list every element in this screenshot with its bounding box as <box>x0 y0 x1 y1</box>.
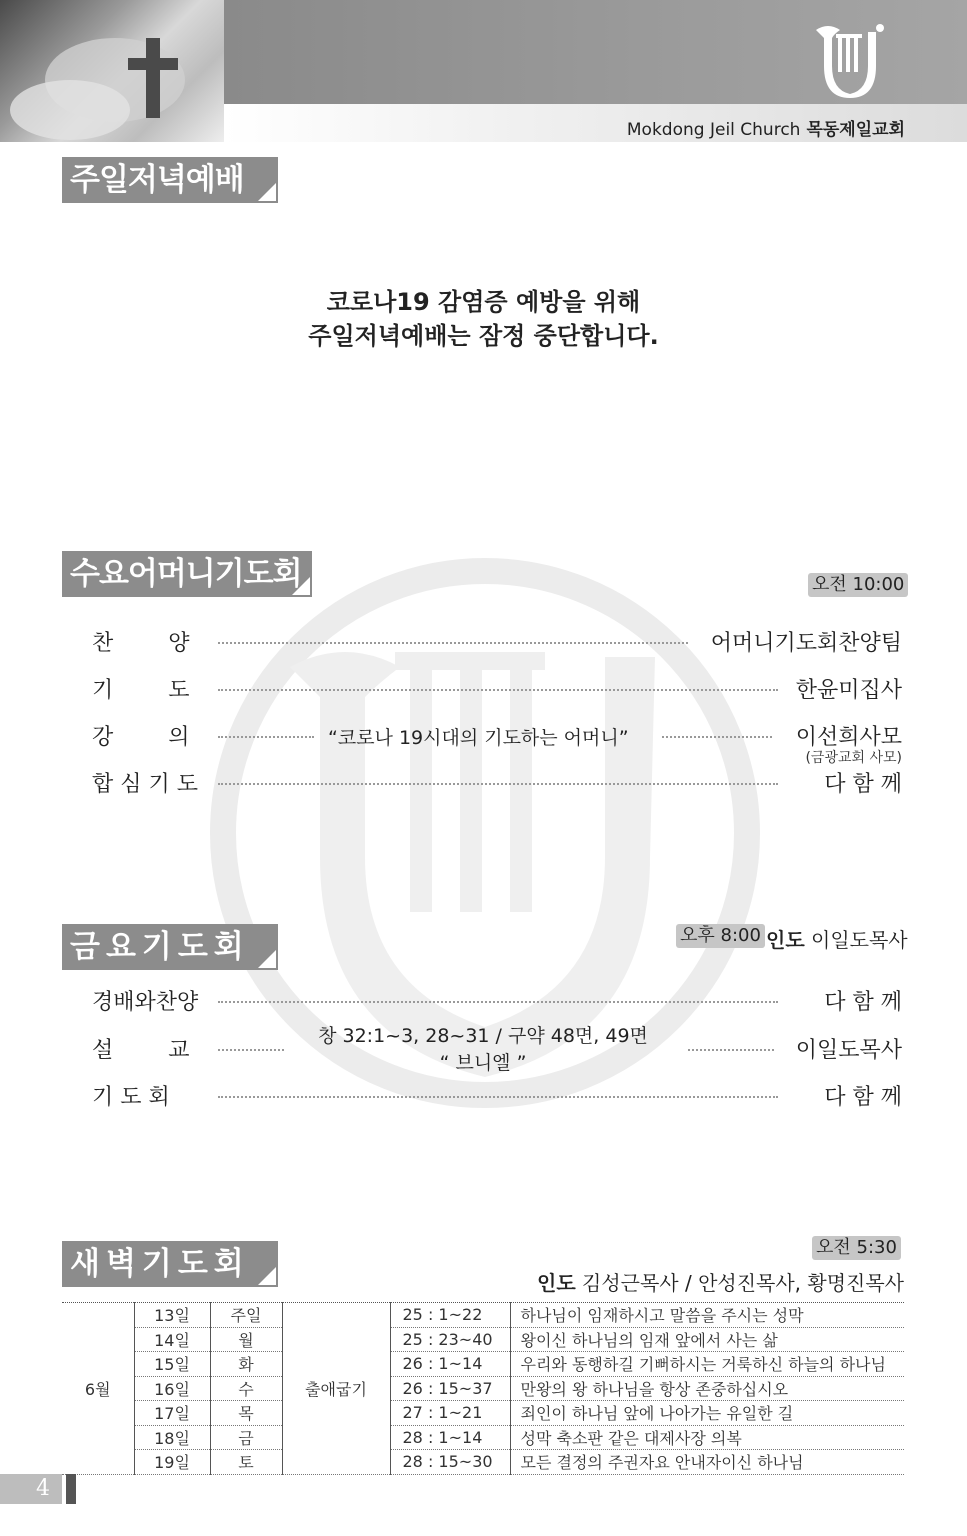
church-logo-icon <box>810 18 890 98</box>
friday-row-prayer-meeting <box>92 1080 902 1114</box>
schedule-row <box>62 1303 904 1328</box>
lecture-title: “코로나 19시대의 기도하는 어머니” <box>328 727 629 749</box>
section-title-text: 새벽기도회 <box>70 1246 250 1282</box>
friday-time-badge: 오후 8:00 <box>676 924 765 948</box>
schedule-row <box>62 1450 904 1475</box>
schedule-weekday: 토 <box>210 1450 282 1475</box>
dawn-leaders <box>537 1267 904 1296</box>
schedule-day: 18일 <box>134 1425 210 1450</box>
schedule-weekday: 목 <box>210 1401 282 1426</box>
row-person: 어머니기도회찬양팀 <box>710 631 902 656</box>
schedule-verse: 25 : 23~40 <box>390 1327 510 1352</box>
schedule-verse: 27 : 1~21 <box>390 1401 510 1426</box>
wednesday-row-lecture <box>92 720 902 754</box>
section-title-friday <box>62 924 278 970</box>
schedule-day: 15일 <box>134 1352 210 1377</box>
row-person: 한윤미집사 <box>795 678 902 703</box>
schedule-day: 16일 <box>134 1376 210 1401</box>
row-person: 이선희사모 <box>795 725 902 750</box>
schedule-day: 17일 <box>134 1401 210 1426</box>
row-label: 설 교 <box>92 1038 190 1063</box>
page-number: 4 <box>0 1474 62 1504</box>
section-title-sunday-evening <box>62 157 278 203</box>
section-title-text: 금요기도회 <box>70 929 250 965</box>
schedule-title: 만왕의 왕 하나님을 항상 존중하십시오 <box>510 1376 904 1401</box>
dawn-schedule-table <box>62 1302 904 1475</box>
schedule-verse: 28 : 15~30 <box>390 1450 510 1475</box>
church-name-ko: 목동제일교회 <box>806 120 905 140</box>
row-label: 강 의 <box>92 725 190 750</box>
page-number-bar <box>66 1474 76 1504</box>
corner-triangle-icon <box>256 948 278 970</box>
section-title-text: 수요어머니기도회 <box>70 556 302 592</box>
row-label: 찬 양 <box>92 631 190 656</box>
row-label: 경배와찬양 <box>92 990 199 1015</box>
schedule-day: 19일 <box>134 1450 210 1475</box>
wednesday-row-unison-prayer <box>92 767 902 801</box>
corner-triangle-icon <box>290 575 312 597</box>
row-label: 기 도 회 <box>92 1085 170 1110</box>
schedule-title: 죄인이 하나님 앞에 나아가는 유일한 길 <box>510 1401 904 1426</box>
schedule-verse: 26 : 1~14 <box>390 1352 510 1377</box>
schedule-day: 14일 <box>134 1327 210 1352</box>
wednesday-row-hymn <box>92 626 902 660</box>
friday-leader <box>766 924 908 953</box>
wednesday-row-prayer <box>92 673 902 707</box>
friday-row-worship <box>92 985 902 1019</box>
section-title-wednesday <box>62 551 312 597</box>
schedule-verse: 28 : 1~14 <box>390 1425 510 1450</box>
schedule-row <box>62 1425 904 1450</box>
row-person: 이일도목사 <box>795 1038 902 1063</box>
leader-names: 김성근목사 / 안성진목사, 황명진목사 <box>582 1271 904 1295</box>
row-label: 기 도 <box>92 678 190 703</box>
notice-line-2: 주일저녁예배는 잠정 중단합니다. <box>308 322 659 350</box>
schedule-title: 모든 결정의 주권자요 안내자이신 하나님 <box>510 1450 904 1475</box>
schedule-row <box>62 1327 904 1352</box>
section-title-dawn <box>62 1241 278 1287</box>
church-name <box>627 115 905 140</box>
leader-label: 인도 <box>537 1271 576 1295</box>
schedule-day: 13일 <box>134 1303 210 1328</box>
cross-icon <box>0 0 224 142</box>
row-person: 다 함 께 <box>824 990 902 1015</box>
schedule-month: 6월 <box>62 1303 134 1475</box>
row-person: 다 함 께 <box>824 772 902 797</box>
section-title-text: 주일저녁예배 <box>70 162 244 198</box>
schedule-title: 우리와 동행하길 기뻐하시는 거룩하신 하늘의 하나님 <box>510 1352 904 1377</box>
wednesday-time-badge: 오전 10:00 <box>808 573 908 597</box>
row-label: 합 심 기 도 <box>92 772 198 797</box>
row-person: 다 함 께 <box>824 1085 902 1110</box>
schedule-weekday: 금 <box>210 1425 282 1450</box>
schedule-row <box>62 1401 904 1426</box>
schedule-title: 하나님이 임재하시고 말씀을 주시는 성막 <box>510 1303 904 1328</box>
schedule-book: 출애굽기 <box>282 1303 390 1475</box>
schedule-weekday: 월 <box>210 1327 282 1352</box>
corner-triangle-icon <box>256 181 278 203</box>
notice-line-1: 코로나19 감염증 예방을 위해 <box>326 288 641 316</box>
schedule-verse: 25 : 1~22 <box>390 1303 510 1328</box>
sermon-title: “ 브니엘 ” <box>439 1052 527 1074</box>
corner-triangle-icon <box>256 1265 278 1287</box>
dawn-time-badge: 오전 5:30 <box>812 1236 901 1260</box>
schedule-row <box>62 1376 904 1401</box>
leader-label: 인도 <box>766 928 805 952</box>
page-header <box>0 0 967 142</box>
church-name-en: Mokdong Jeil Church <box>626 120 801 140</box>
praying-hands-photo <box>0 0 224 142</box>
schedule-weekday: 수 <box>210 1376 282 1401</box>
schedule-title: 성막 축소판 같은 대제사장 의복 <box>510 1425 904 1450</box>
schedule-weekday: 화 <box>210 1352 282 1377</box>
leader-name: 이일도목사 <box>811 928 908 952</box>
speaker-note: (금광교회 사모) <box>805 750 902 766</box>
schedule-title: 왕이신 하나님의 임재 앞에서 사는 삶 <box>510 1327 904 1352</box>
schedule-weekday: 주일 <box>210 1303 282 1328</box>
schedule-verse: 26 : 15~37 <box>390 1376 510 1401</box>
sermon-reference: 창 32:1~3, 28~31 / 구약 48면, 49면 <box>318 1025 648 1047</box>
schedule-row <box>62 1352 904 1377</box>
